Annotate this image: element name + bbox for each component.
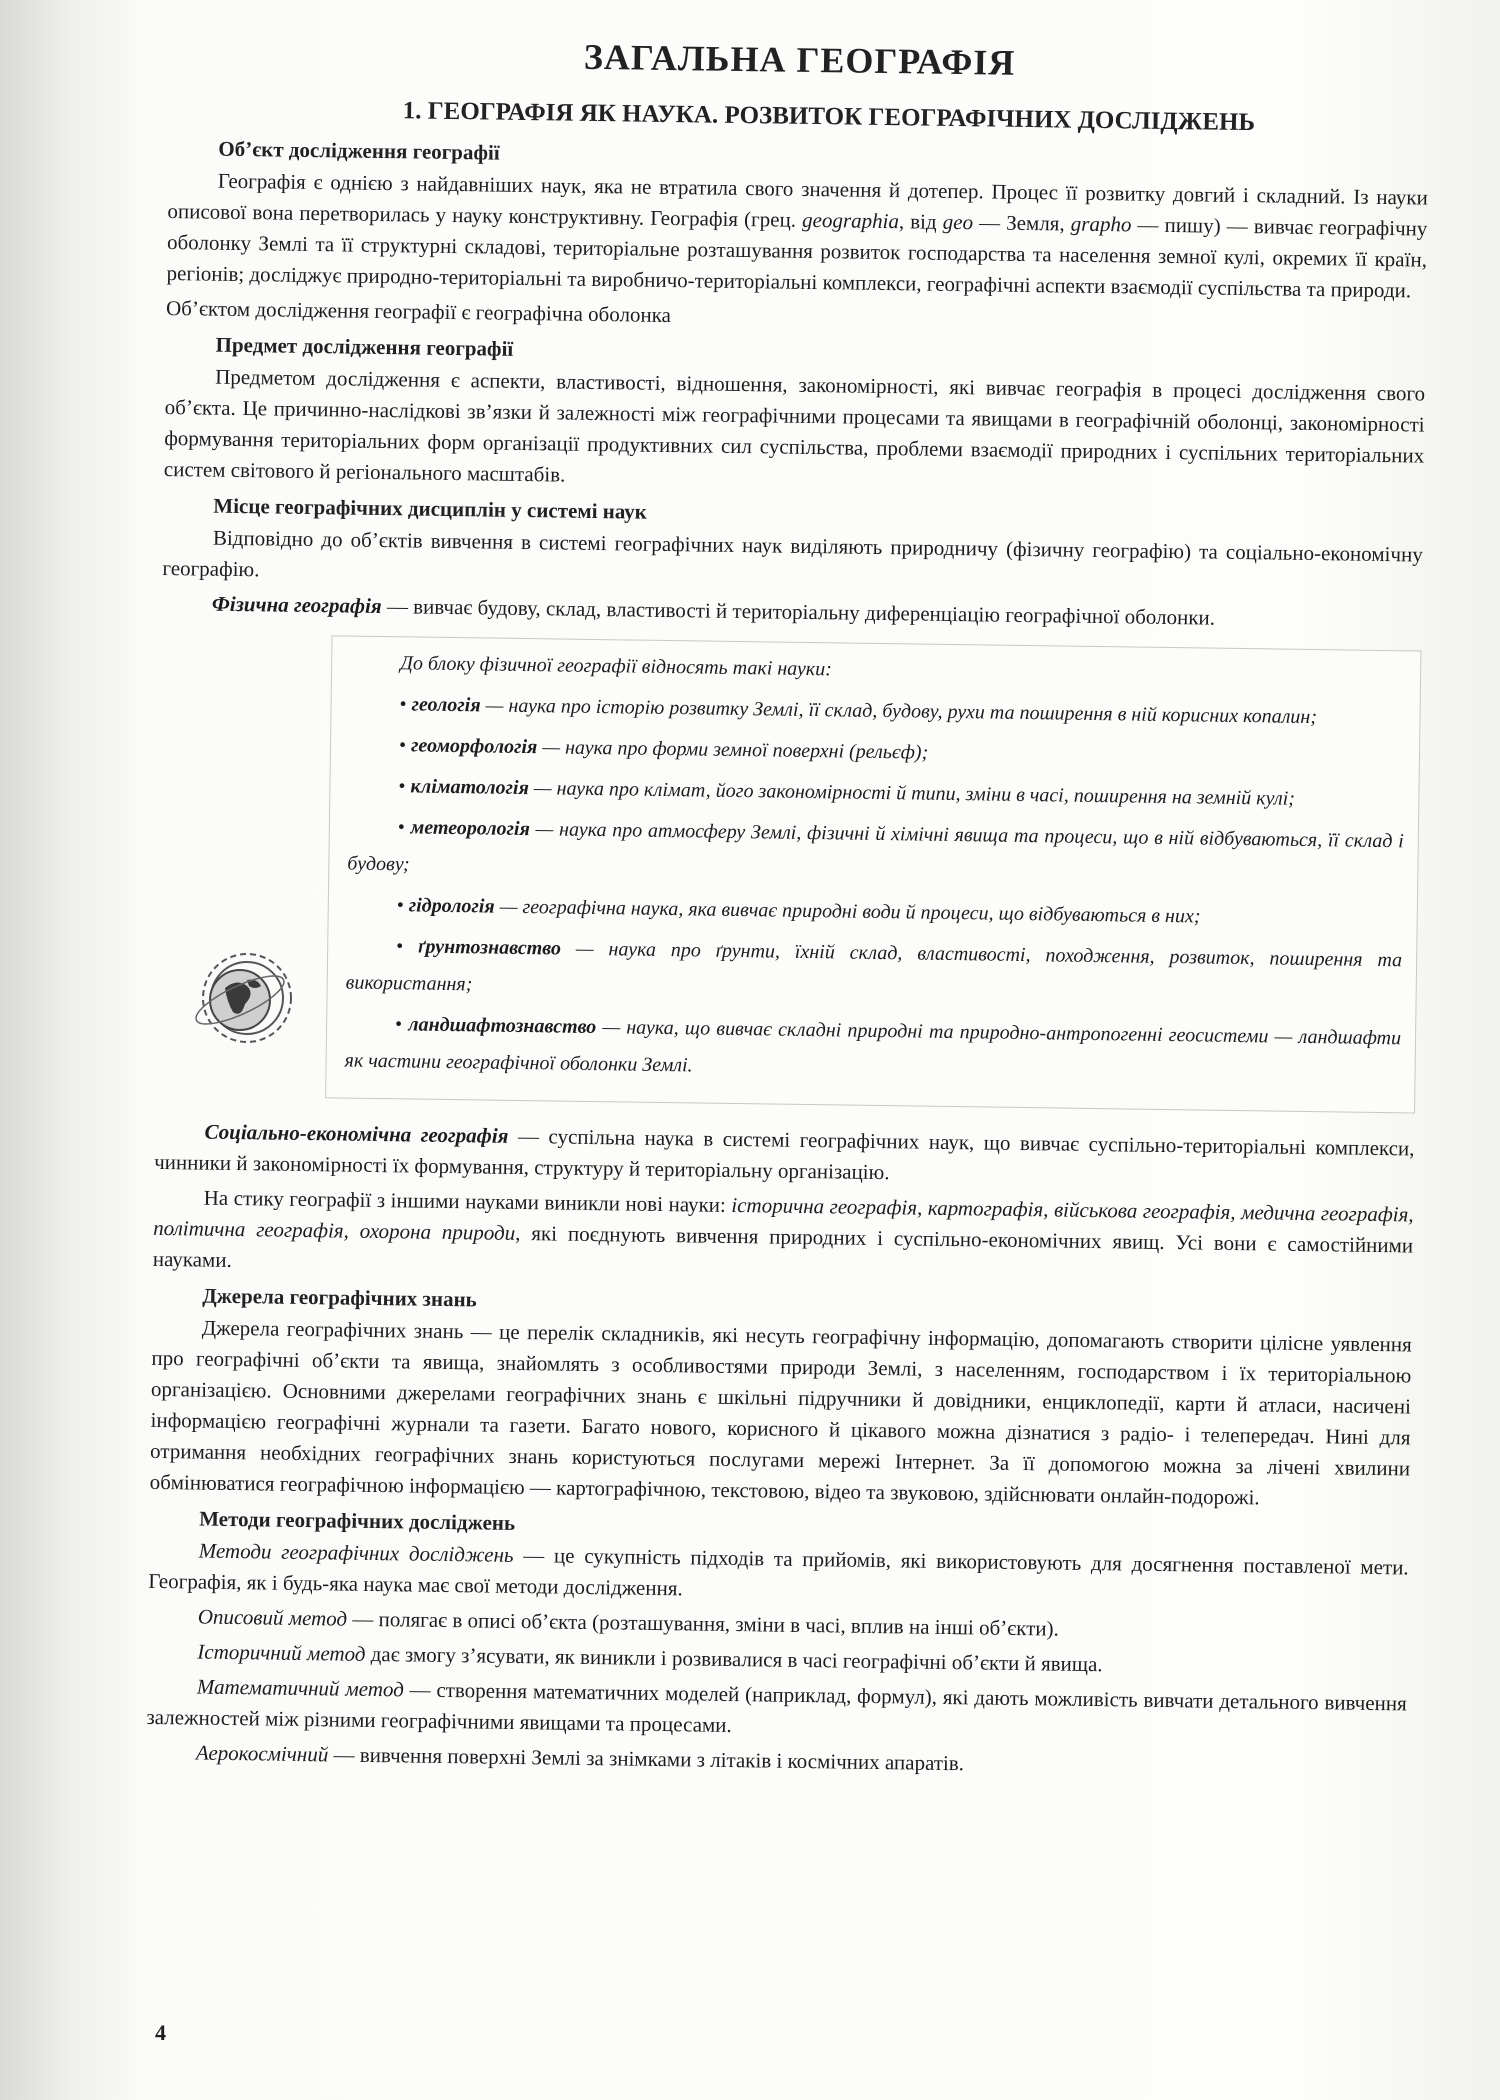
method-item: Історичний метод дає змогу з’ясувати, як виникли і розвивалися в часі географічні об’єкти й явища. [197, 1639, 1103, 1677]
box-item: • ландшафтознавство — наука, що вивчає складні природні та природно-антропогенні геосистеми — ландшафти як частини географічної оболонки Землі. [344, 1013, 1402, 1077]
box-intro: До блоку фізичної географії відносять такі науки: [400, 652, 833, 681]
methods-intro: Методи географічних досліджень — це сукупність підходів та прийомів, які використовують для досягнення поставленої мети. Географія, як і будь-яка наука має свої методи дослідження. [148, 1538, 1409, 1601]
box-item: • гідрологія — географічна наука, яка вивчає природні води й процеси, що відбуваються в них; [396, 894, 1201, 928]
sources-heading: Джерела географічних знань [202, 1283, 477, 1312]
sources-paragraph: Джерела географічних знань — це перелік складників, які несуть географічну інформацію, допомагають створити цілісне уявлення про географічні об’єкти та явища, знайомлять з особливостями природи Землі, з населенням, господарством і їх територіальною організацією. Основними джерелами географічних знань є шкільні підручники й довідники, енциклопедії, карти й атласи, насичені інформацією географічні журнали та газети. Багато нового, корисного й цікавого можна дізнатися з радіо- і телепередач. Нині для отримання необхідних географічних знань користуються послугами мережі Інтернет. За її допомогою можна за лічені хвилини обмінюватися географічною інформацією — картографічною, текстовою, відео та звуковою, здійснювати онлайн-подорожі. [149, 1315, 1412, 1510]
object-heading: Об’єкт дослідження географії [218, 136, 500, 165]
method-item: Аерокосмічний — вивчення поверхні Землі за знімками з літаків і космічних апаратів. [195, 1740, 965, 1776]
object-definition: Об’єктом дослідження географії є географічна оболонка [165, 295, 672, 328]
object-paragraph: Географія є однією з найдавніших наук, яка не втратила свого значення й дотепер. Процес її розвитку довгий і складний. Із науки описової вона перетворилась у науку конструктивну. Географія (грец. geographia, від geo — Земля, grapho — пишу) — вивчає географічну оболонку Землі та її структурні складові, територіальне розташування розвиток господарства та населення земної кулі, окремих її країн, регіонів; досліджує природно-територіальні та виробничо-територіальні комплекси, географічні аспекти взаємодії суспільства та природи. [166, 168, 1428, 303]
social-geography-paragraph: Соціально-економічна географія — суспільна наука в системі географічних наук, що вивчає суспільно-територіальні комплекси, чинники й закономірності їх формування, структуру й територіальну організацію. [154, 1119, 1415, 1185]
method-item: Математичний метод — створення математичних моделей (наприклад, формул), які дають можливість вивчати детального вивчення залежностей між різними географічними явищами та процесами. [146, 1674, 1407, 1738]
box-item: • ґрунтознавство — наука про ґрунти, їхній склад, властивості, походження, розвиток, поширення та використання; [345, 935, 1403, 996]
subject-paragraph: Предметом дослідження є аспекти, властивості, відношення, закономірності, які вивчає географія в процесі дослідження свого об’єкта. Це причинно-наслідкові зв’язки й залежності між географічними процесами та явищами в географічній оболонці, закономірності формування територіальних форм організації продуктивних сил суспільства, проблеми взаємодії природних і суспільних територіальних систем світового й регіонального масштабів. [163, 364, 1426, 487]
box-item: • кліматологія — наука про клімат, його закономірності й типи, зміни в часі, поширення на земній кулі; [398, 775, 1296, 810]
place-paragraph: Відповідно до об’єктів вивчення в системі географічних наук виділяють природничу (фізичну географію) та соціально-економічну географію. [162, 525, 1423, 582]
page-number: 4 [155, 2020, 166, 2045]
page-title: ЗАГАЛЬНА ГЕОГРАФІЯ [583, 36, 1016, 83]
section-title: 1. ГЕОГРАФІЯ ЯК НАУКА. РОЗВИТОК ГЕОГРАФІЧНИХ ДОСЛІДЖЕНЬ [402, 97, 1256, 137]
place-heading: Місце географічних дисциплін у системі наук [213, 493, 648, 524]
box-item: • метеорологія — наука про атмосферу Землі, фізичні й хімічні явища та процеси, що в ній відбуваються, її склад і будову; [347, 816, 1404, 876]
physical-sciences-box [325, 635, 1421, 1113]
box-item: • геологія — наука про історію розвитку Землі, її склад, будову, рухи та поширення в ній корисних копалин; [399, 693, 1318, 729]
interdisciplinary-paragraph: На стику географії з іншими науками виникли нові науки: історична географія, картографія, військова географія, медична географія, політична географія, охорона природи, які поєднують вивчення природних і суспільно-економічних явищ. Усі вони є самостійними науками. [152, 1185, 1414, 1272]
methods-heading: Методи географічних досліджень [199, 1506, 516, 1535]
subject-heading: Предмет дослідження географії [215, 332, 514, 361]
box-item: • геоморфологія — наука про форми земної поверхні (рельєф); [398, 734, 929, 764]
page-content [146, 30, 1430, 1789]
method-item: Описовий метод — полягає в описі об’єкта (розташування, зміни в часі, вплив на інші об’єкти). [197, 1604, 1060, 1641]
physical-geography-paragraph: Фізична географія — вивчає будову, склад, властивості й територіальну диференціацію географічної оболонки. [211, 591, 1216, 630]
globe-gear-illustration [185, 940, 305, 1060]
